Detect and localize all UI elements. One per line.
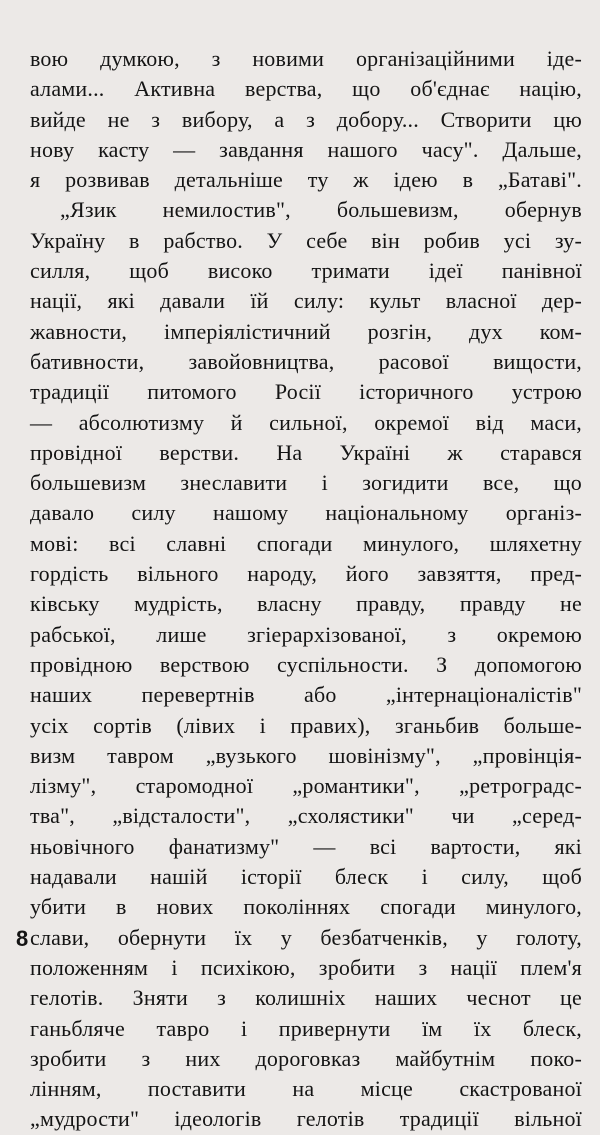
text-line: наших перевертнів або „інтернаціоналістів" <box>30 682 582 708</box>
text-line: провідної верстви. На Україні ж старався <box>30 439 582 465</box>
text-line: традиції питомого Росії історичного устрою <box>30 379 582 405</box>
text-line: ківську мудрість, власну правду, правду не <box>30 591 582 617</box>
text-line: зробити з них дороговказ майбутнім поко- <box>30 1045 582 1071</box>
text-line: алами... Активна верства, що об'єднає націю, <box>30 76 582 102</box>
text-line: нації, які давали їй силу: культ власної дер- <box>30 288 582 314</box>
text-line: провідною верствою суспільности. З допомогою <box>30 651 582 677</box>
text-line: вою думкою, з новими організаційними іде- <box>30 46 582 71</box>
text-line: гелотів. Зняти з колишніх наших чеснот це <box>30 985 582 1011</box>
text-line: Україну в рабство. У себе він робив усі зу- <box>30 227 582 253</box>
text-line: ганьбляче тавро і привернути їм їх блеск, <box>30 1015 582 1041</box>
text-line: ньовічного фанатизму" — всі вартости, які <box>30 833 582 859</box>
text-line: лізму", старомодної „романтики", „ретроградс- <box>30 773 582 799</box>
text-line: давало силу нашому національному організ- <box>30 500 582 526</box>
text-line: „мудрости" ідеологів гелотів традиції вільної <box>30 1106 582 1132</box>
text-line: надавали нашій історії блеск і силу, щоб <box>30 864 582 890</box>
text-line: рабської, лише згіерархізованої, з окремою <box>30 621 582 647</box>
text-line: большевизм знеславити і зогидити все, що <box>30 470 582 496</box>
text-line: положенням і психікою, зробити з нації плем'я <box>30 954 582 980</box>
text-line: визм тавром „вузького шовінізму", „провінція- <box>30 742 582 768</box>
text-line: силля, щоб високо тримати ідеї панівної <box>30 258 582 284</box>
text-line: мові: всі славні спогади минулого, шляхетну <box>30 530 582 556</box>
text-line: бативности, завойовництва, расової вищости, <box>30 348 582 374</box>
text-line: слави, обернути їх у безбатченків, у голоту, <box>30 924 582 950</box>
text-line: гордість вільного народу, його завзяття, пред- <box>30 561 582 587</box>
text-line: я розвивав детальніше ту ж ідею в „Батаві". <box>30 167 582 193</box>
text-line: — абсолютизму й сильної, окремої від маси, <box>30 409 582 435</box>
text-line: „Язик немилостив", большевизм, обернув <box>60 197 582 223</box>
text-line: вийде не з вибору, а з добору... Створити цю <box>30 106 582 132</box>
text-line: лінням, поставити на місце скастрованої <box>30 1076 582 1102</box>
text-line: жавности, імперіялістичний розгін, дух ком- <box>30 318 582 344</box>
text-line: усіх сортів (лівих і правих), зганьбив большe- <box>30 712 582 738</box>
text-line: убити в нових поколіннях спогади минулого, <box>30 894 582 920</box>
text-line: нову касту — завдання нашого часу". Дальше, <box>30 136 582 162</box>
body-text <box>30 44 582 1135</box>
page-number: 8 <box>16 926 29 951</box>
text-line: тва", „відсталости", „схолястики" чи „серед- <box>30 803 582 829</box>
